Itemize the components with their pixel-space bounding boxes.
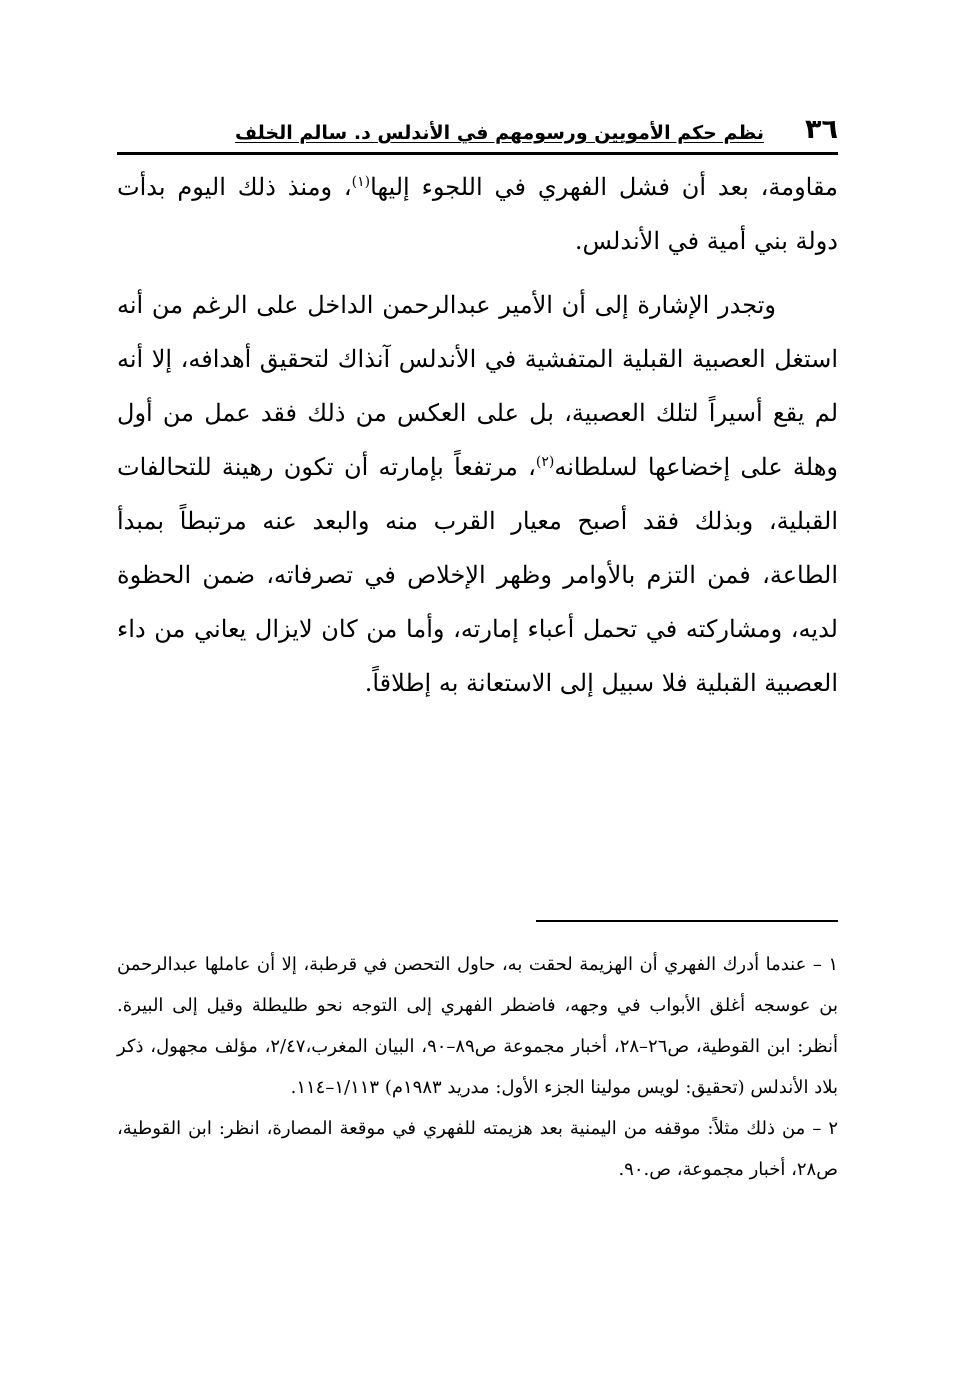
paragraph-1-text-a: مقاومة، بعد أن فشل الفهري في اللجوء إليها: [370, 173, 838, 201]
footnote-ref-2: (٢): [535, 454, 555, 470]
footnote-2: ٢ – من ذلك مثلاً: موقفه من اليمنية بعد هزيمته للفهري في موقعة المصارة، انظر: ابن القوطية، ص٢٨، أخبار مجموعة، ص.٩٠.: [117, 1118, 838, 1180]
main-text: [117, 160, 838, 710]
footnotes: [117, 944, 838, 1190]
paragraph-2: [117, 278, 838, 710]
paragraph-1-text-b: ، ومنذ ذلك اليوم بدأت دولة بني أمية في الأندلس.: [117, 173, 838, 255]
page-number: ٣٦: [805, 114, 838, 145]
footnote-ref-1: (١): [351, 174, 371, 190]
paragraph-1: [117, 160, 838, 268]
paragraph-2-text-b: ، مرتفعاً بإمارته أن تكون رهينة للتحالفات القبلية، وبذلك فقد أصبح معيار القرب منه والبعد عنه مرتبطاً بمبدأ الطاعة، فمن التزم بالأوامر وظهر الإخلاص في تصرفاته، ضمن الحظوة لديه، ومشاركته في تحمل أعباء إمارته، وأما من كان لايزال يعاني من داء العصبية القبلية فلا سبيل إلى الاستعانة به إطلاقاً.: [117, 453, 838, 697]
footnote-separator: [536, 920, 838, 922]
paragraph-2-text-a: وتجدر الإشارة إلى أن الأمير عبدالرحمن الداخل على الرغم من أنه استغل العصبية القبلية المتفشية في الأندلس آنذاك لتحقيق أهدافه، إلا أنه لم يقع أسيراً لتلك العصبية، بل على العكس من ذلك فقد عمل من أول وهلة على إخضاعها لسلطانه: [117, 291, 839, 481]
page-header: [117, 112, 838, 155]
footnote-1: ١ – عندما أدرك الفهري أن الهزيمة لحقت به، حاول التحصن في قرطبة، إلا أن عاملها عبدالرحمن بن عوسجه أغلق الأبواب في وجهه، فاضطر الفهري إلى التوجه نحو طليطلة وقيل إلى البيرة. أنظر: ابن القوطية، ص٢٦–٢٨، أخبار مجموعة ص٨٩–٩٠، البيان المغرب،٢/٤٧، مؤلف مجهول، ذكر بلاد الأندلس (تحقيق: لويس مولينا الجزء الأول: مدريد ١٩٨٣م) ١/١١٣–١١٤.: [117, 954, 838, 1098]
running-title: نظم حكم الأمويين ورسومهم في الأندلس د. سالم الخلف: [235, 122, 764, 144]
